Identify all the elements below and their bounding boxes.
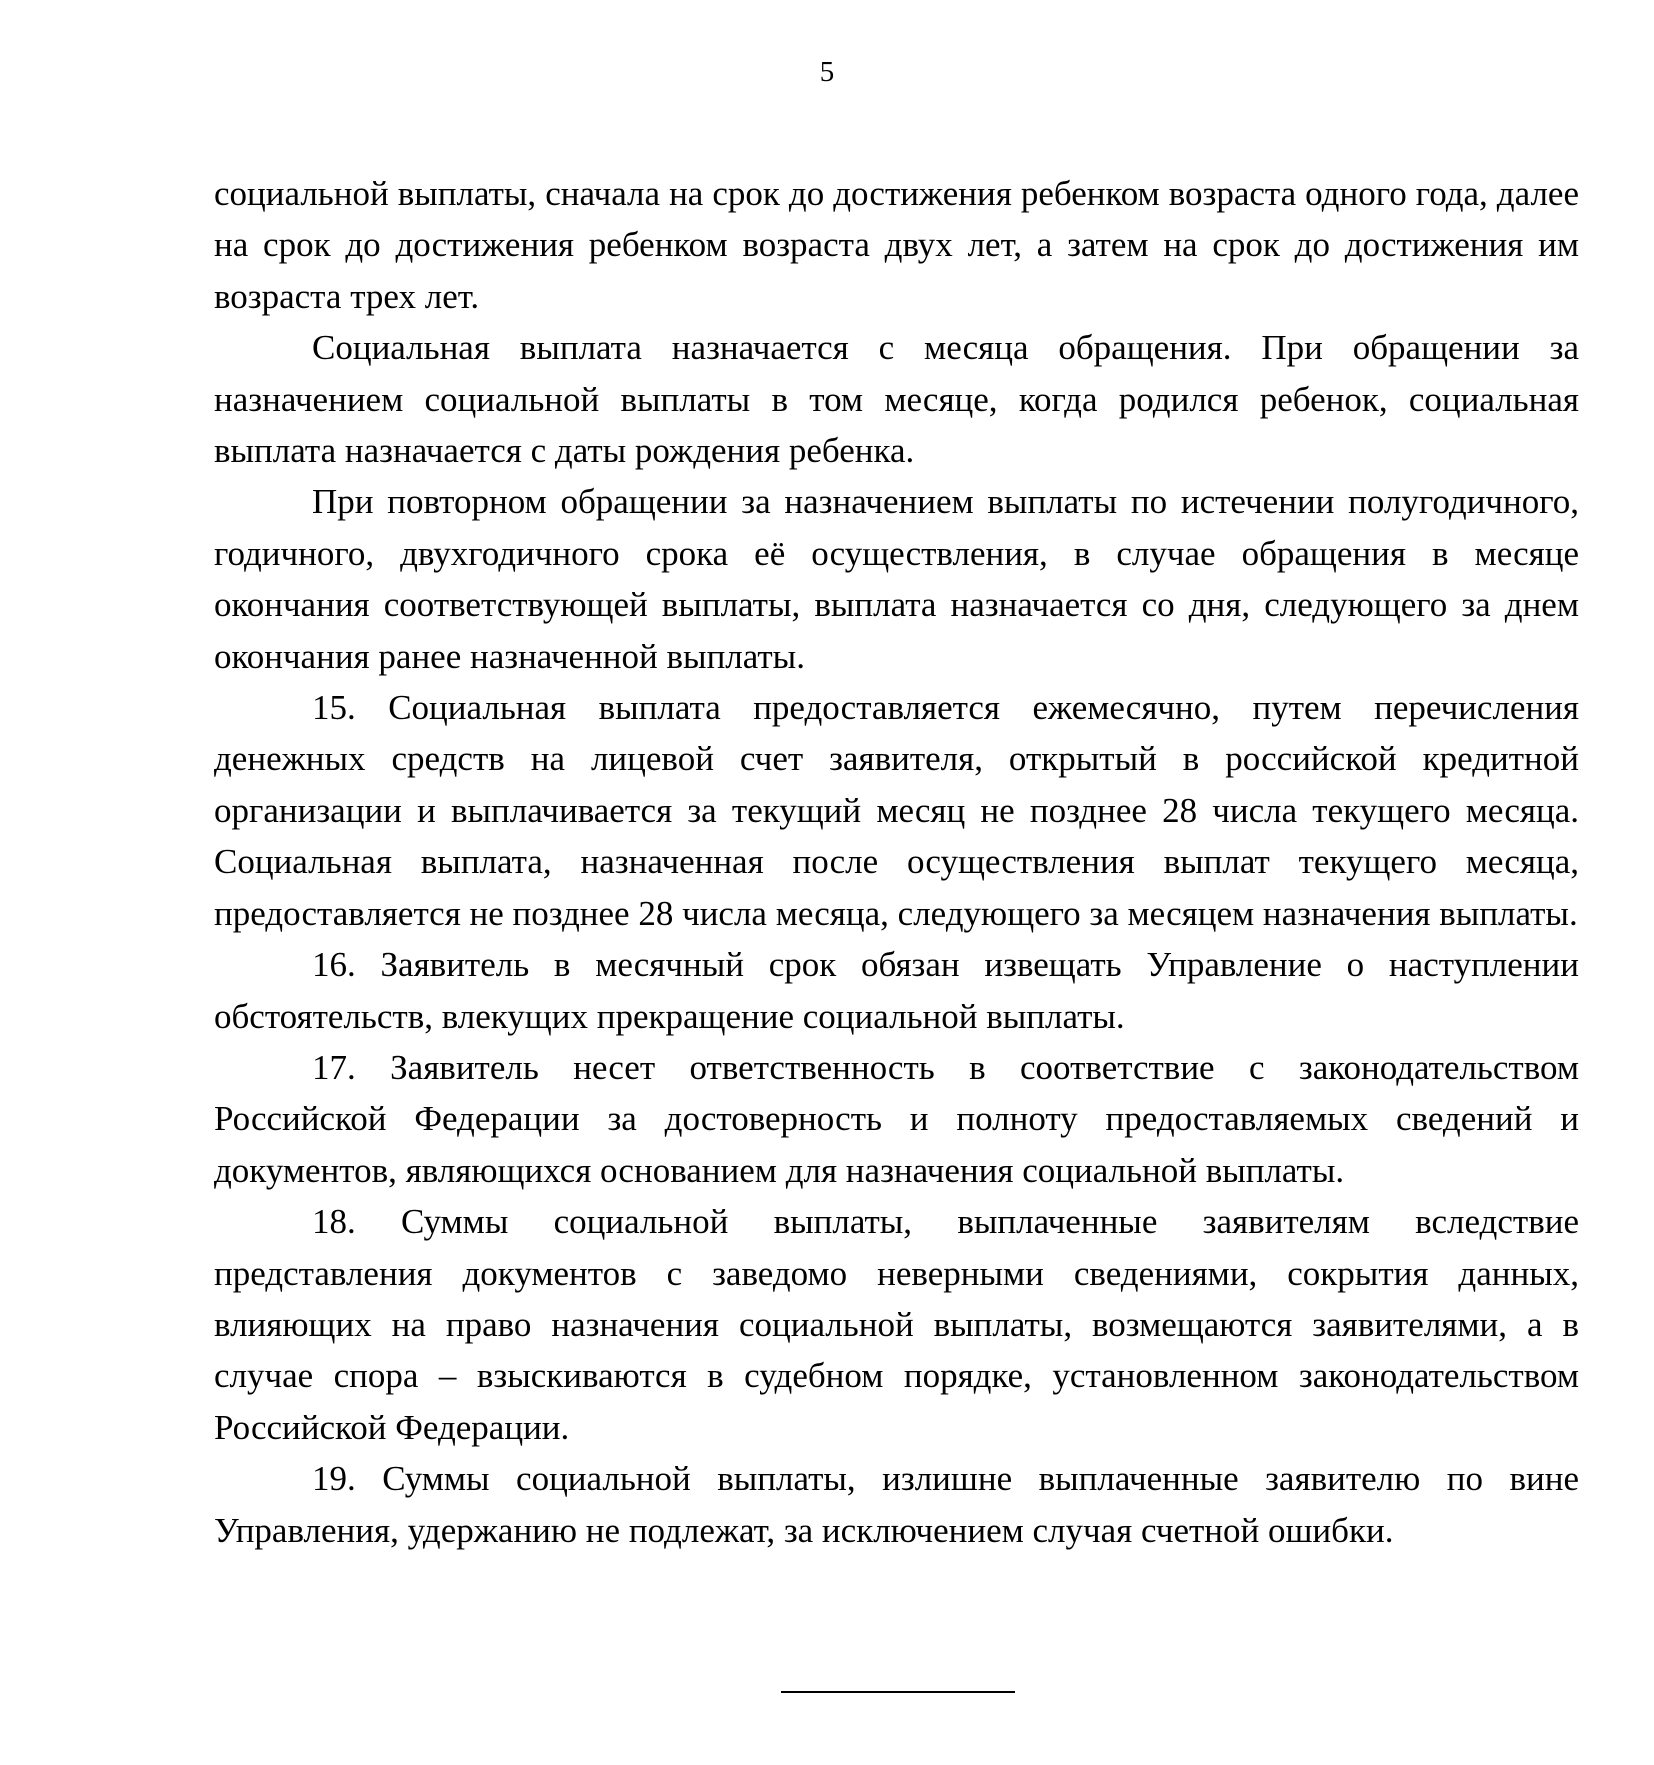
paragraph-item-18: 18. Суммы социальной выплаты, выплаченные заявителям вследствие представления документов с заведомо неверными сведениями, сокрытия данных, влияющих на право назначения социальной выплаты, возмещаются заявителями, а в случае спора – взыскиваются в судебном порядке, установленном законодательством Российской Федерации. — [214, 1202, 1579, 1447]
page-number: 5 — [819, 56, 835, 88]
paragraph-item-16: 16. Заявитель в месячный срок обязан извещать Управление о наступлении обстоятельств, влекущих прекращение социальной выплаты. — [214, 945, 1579, 1036]
paragraph-continuation: социальной выплаты, сначала на срок до достижения ребенком возраста одного года, далее на срок до достижения ребенком возраста двух лет, а затем на срок до достижения им возраста трех лет. — [214, 174, 1579, 316]
paragraph-item-17: 17. Заявитель несет ответственность в соответствие с законодательством Российской Федерации за достоверность и полноту предоставляемых сведений и документов, являющихся основанием для назначения социальной выплаты. — [214, 1047, 1579, 1190]
paragraph-item-19: 19. Суммы социальной выплаты, излишне выплаченные заявителю по вине Управления, удержанию не подлежат, за исключением случая счетной ошибки. — [214, 1459, 1579, 1550]
paragraph-payment-start: Социальная выплата назначается с месяца обращения. При обращении за назначением социальной выплаты в том месяце, когда родился ребенок, социальная выплата назначается с даты рождения ребенка. — [214, 328, 1579, 471]
paragraph-item-15: 15. Социальная выплата предоставляется ежемесячно, путем перечисления денежных средств на лицевой счет заявителя, открытый в российской кредитной организации и выплачивается за текущий месяц не позднее 28 числа текущего месяца. Социальная выплата, назначенная после осуществления выплат текущего месяца, предоставляется не позднее 28 числа месяца, следующего за месяцем назначения выплаты. — [214, 688, 1579, 933]
document-body — [214, 168, 1579, 1556]
paragraph-repeat-application: При повторном обращении за назначением выплаты по истечении полугодичного, годичного, двухгодичного срока её осуществления, в случае обращения в месяце окончания соответствующей выплаты, выплата назначается со дня, следующего за днем окончания ранее назначенной выплаты. — [214, 482, 1579, 676]
closing-divider-line — [781, 1691, 1015, 1693]
